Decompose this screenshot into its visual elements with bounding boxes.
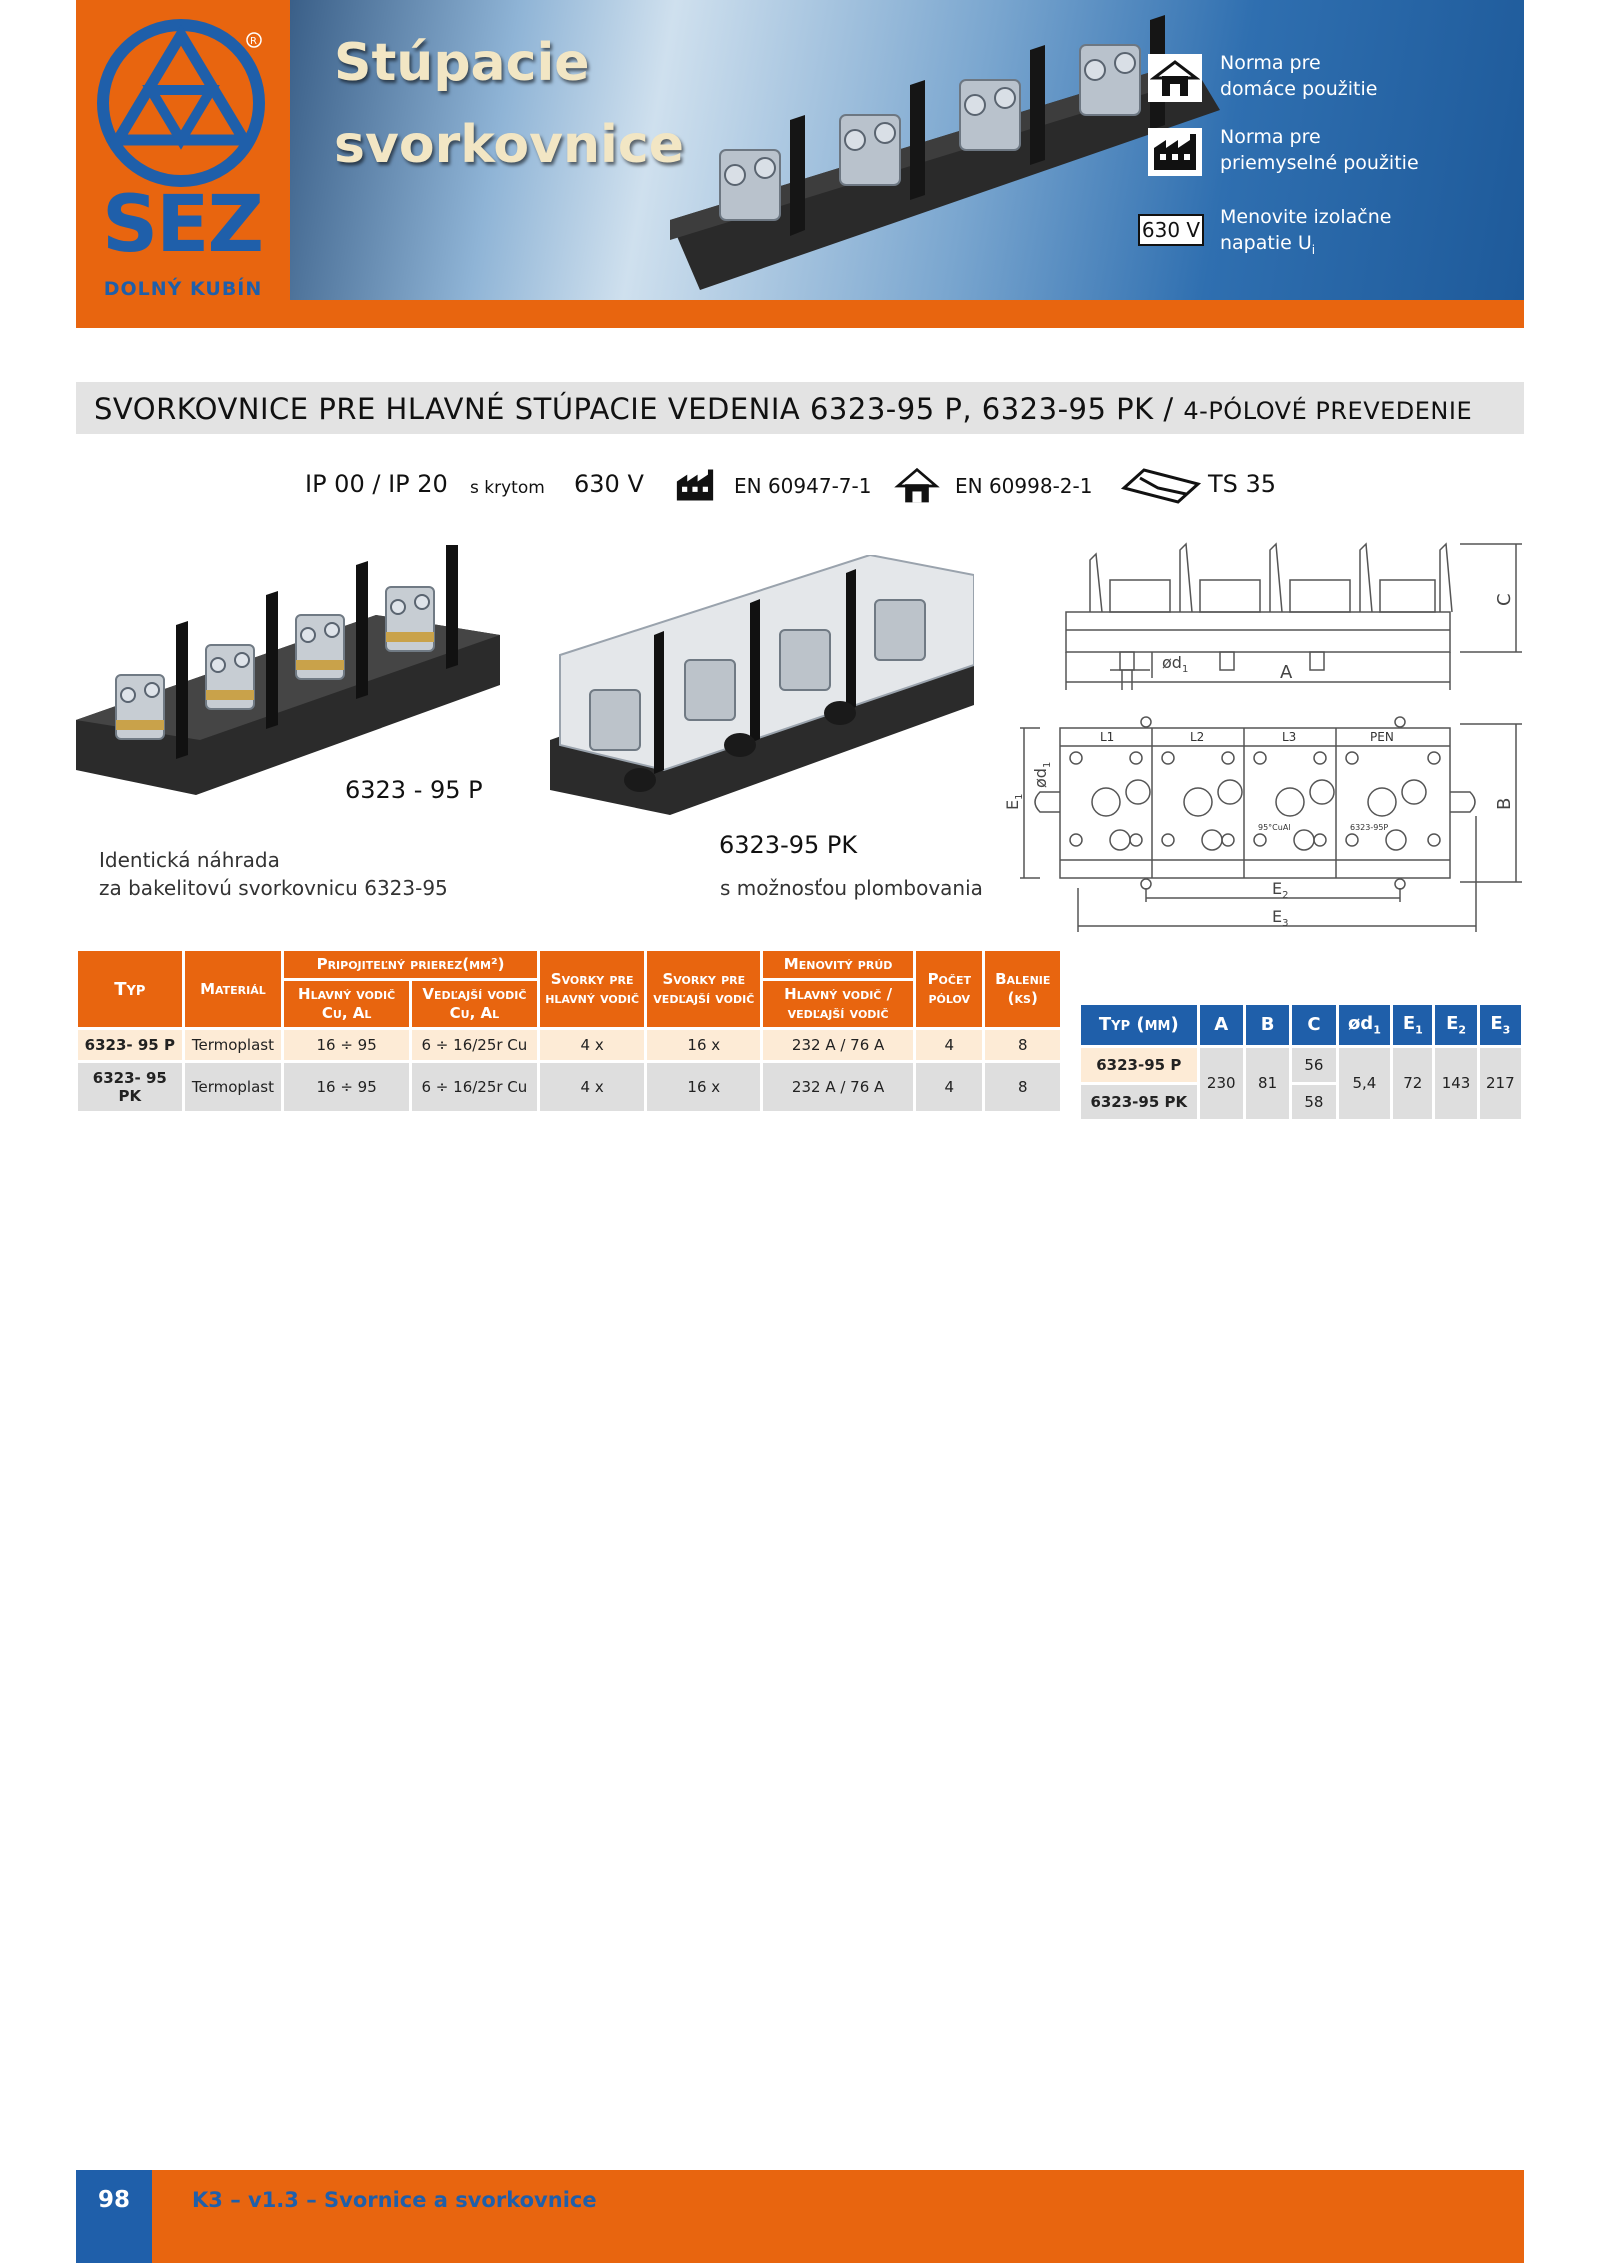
dim-th-e3-text: E [1490, 1013, 1503, 1034]
dim-label-e1-sub: 1 [1014, 793, 1025, 800]
pole-label-l3: L3 [1282, 730, 1297, 744]
th-svorky-vedlajsi: Svorky pre vedľajší vodič [647, 951, 760, 1027]
dim-th-d1-sub: 1 [1373, 1023, 1381, 1037]
cell-prud: 232 A / 76 A [763, 1030, 913, 1060]
th-hlavny-vodic: Hlavný vodič Cu, Al [284, 981, 409, 1027]
dim-cell-e3: 217 [1480, 1048, 1521, 1119]
dim-label-d1 [1162, 653, 1188, 675]
rated-voltage-line2 [1220, 230, 1391, 263]
caption-6323-95-pk: s možnosťou plombovania [720, 876, 983, 900]
dim-cell-d1: 5,4 [1339, 1048, 1391, 1119]
voltage-badge: 630 V [1138, 214, 1204, 246]
th-balenie: Balenie (ks) [985, 951, 1060, 1027]
dim-label-d1-sub: 1 [1181, 664, 1189, 675]
section-title-subtitle: 4-PÓLOVÉ PREVEDENIE [1183, 397, 1473, 425]
drawing-marking-small: 95°CuAl [1258, 823, 1291, 832]
page-number: 98 [76, 2170, 152, 2263]
house-icon [1148, 54, 1202, 102]
factory-icon [1148, 128, 1202, 176]
dim-th-typ: Typ (mm) [1081, 1005, 1197, 1045]
spec-std-home: EN 60998-2-1 [955, 474, 1093, 498]
th-prud-sub: Hlavný vodič / vedľajší vodič [763, 981, 913, 1027]
technical-drawing [1000, 540, 1524, 940]
spec-line [0, 466, 1600, 506]
dim-label-e3-text: E [1272, 907, 1283, 926]
svg-text:R: R [250, 36, 257, 47]
dim-th-e1-sub: 1 [1415, 1023, 1423, 1037]
footer-text: K3 – v1.3 – Svornice a svorkovnice [192, 2188, 597, 2212]
cell-typ: 6323- 95 P [78, 1030, 182, 1060]
pole-label-l1: L1 [1100, 730, 1115, 744]
dim-label-d1-text: ød [1162, 653, 1182, 672]
cell-poly: 4 [916, 1063, 982, 1111]
dim-th-e3-sub: 3 [1502, 1023, 1511, 1037]
norm-home [1220, 50, 1377, 102]
th-material: Materiál [185, 951, 282, 1027]
cell-balenie: 8 [985, 1063, 1060, 1111]
dim-cell-typ: 6323-95 P [1081, 1048, 1197, 1082]
norm-industry-line1: Norma pre [1220, 126, 1321, 148]
banner-title [334, 22, 684, 186]
spec-ip: IP 00 / IP 20 [305, 470, 448, 498]
footer-band [76, 2170, 1524, 2263]
logo-brand-text: SEZ [101, 180, 263, 270]
cell-svorky-v: 16 x [647, 1063, 760, 1111]
dim-label-e1-text: E [1003, 799, 1022, 810]
cell-svorky-h: 4 x [540, 1063, 645, 1111]
dim-th-d1 [1339, 1005, 1391, 1045]
dim-cell-b: 81 [1246, 1048, 1289, 1119]
banner-title-line1: Stúpacie [334, 33, 590, 93]
label-6323-95-pk: 6323-95 PK [719, 831, 858, 859]
th-menovity-prud: Menovitý prúd [763, 951, 913, 978]
dim-label-e3-sub: 3 [1282, 918, 1289, 929]
rated-voltage-line2-text: napatie U [1220, 232, 1312, 254]
dim-label-e2-text: E [1272, 879, 1283, 898]
section-title-bar [76, 382, 1524, 434]
caption-p-line2: za bakelitovú svorkovnicu 6323-95 [99, 876, 448, 900]
spec-ip-note: s krytom [470, 478, 545, 498]
photo-6323-95-pk [550, 555, 974, 815]
spec-std-industry: EN 60947-7-1 [734, 474, 872, 498]
cell-typ: 6323- 95 PK [78, 1063, 182, 1111]
cell-svorky-h: 4 x [540, 1030, 645, 1060]
factory-icon [672, 466, 718, 504]
rated-voltage-subscript: i [1311, 242, 1316, 257]
pole-label-pen: PEN [1370, 730, 1394, 744]
dim-th-b: B [1246, 1005, 1289, 1045]
dim-cell-typ: 6323-95 PK [1081, 1085, 1197, 1119]
cell-poly: 4 [916, 1030, 982, 1060]
dim-th-a: A [1200, 1005, 1243, 1045]
dim-th-e2-text: E [1446, 1013, 1459, 1034]
dim-th-e3 [1480, 1005, 1521, 1045]
dim-label-e2-sub: 2 [1282, 890, 1289, 901]
dim-label-e1 [1003, 794, 1025, 810]
cell-hlavny: 16 ÷ 95 [284, 1030, 409, 1060]
cell-svorky-v: 16 x [647, 1030, 760, 1060]
th-svorky-hlavny: Svorky pre hlavný vodič [540, 951, 645, 1027]
dim-th-d1-text: ød [1347, 1013, 1374, 1034]
table-row [1081, 1048, 1521, 1082]
dim-cell-e1: 72 [1393, 1048, 1432, 1119]
section-title [94, 392, 1472, 426]
banner [290, 0, 1524, 300]
section-title-separator: / [1153, 392, 1184, 426]
dim-label-e2 [1272, 879, 1288, 901]
th-prierez: Pripojiteľný prierez(mm²) [284, 951, 537, 978]
dim-label-d1-side-text: ød [1031, 768, 1050, 788]
dim-label-d1-side [1031, 762, 1053, 788]
rated-voltage-line1: Menovite izolačne [1220, 206, 1392, 228]
cell-material: Termoplast [185, 1030, 282, 1060]
dim-label-c: C [1494, 593, 1515, 606]
dim-label-e3 [1272, 907, 1288, 929]
norm-home-line2: domáce použitie [1220, 78, 1378, 100]
dim-th-e1-text: E [1402, 1013, 1416, 1034]
dim-th-c: C [1292, 1005, 1335, 1045]
th-pocet-polov: Počet pólov [916, 951, 982, 1027]
dim-cell-a: 230 [1200, 1048, 1243, 1119]
house-icon [894, 466, 940, 506]
norm-home-line1: Norma pre [1220, 52, 1321, 74]
norm-industry-line2: priemyselné použitie [1220, 152, 1419, 174]
cell-hlavny: 16 ÷ 95 [284, 1063, 409, 1111]
th-vedlajsi-vodic: Vedľajší vodič Cu, Al [412, 981, 537, 1027]
header-band [76, 0, 1524, 328]
dim-th-e2 [1435, 1005, 1476, 1045]
dimension-table [1078, 1002, 1524, 1122]
dim-cell-c: 56 [1292, 1048, 1335, 1082]
banner-title-line2: svorkovnice [334, 115, 684, 175]
photo-6323-95-p [76, 545, 500, 795]
dim-cell-e2: 143 [1435, 1048, 1476, 1119]
dim-th-e1 [1393, 1005, 1432, 1045]
label-6323-95-p: 6323 - 95 P [345, 776, 483, 804]
cell-vedlajsi: 6 ÷ 16/25r Cu [412, 1063, 537, 1111]
logo-location-text: DOLNÝ KUBÍN [103, 278, 263, 300]
main-spec-table [75, 948, 1063, 1114]
logo-block [76, 0, 290, 300]
section-title-main: SVORKOVNICE PRE HLAVNÉ STÚPACIE VEDENIA 6323-95 P, 6323-95 PK [94, 392, 1154, 426]
spec-voltage: 630 V [574, 470, 644, 498]
dim-label-b: B [1494, 797, 1515, 810]
caption-6323-95-p [99, 846, 448, 902]
dim-th-e2-sub: 2 [1458, 1023, 1467, 1037]
drawing-marking: 6323-95P [1350, 823, 1389, 832]
caption-p-line1: Identická náhrada [99, 848, 280, 872]
pole-label-l2: L2 [1190, 730, 1205, 744]
cell-material: Termoplast [185, 1063, 282, 1111]
banner-product-image [630, 0, 1230, 300]
table-row [78, 1030, 1060, 1060]
rated-voltage [1141, 204, 1392, 263]
spec-rail: TS 35 [1208, 470, 1277, 498]
dim-label-a: A [1280, 662, 1293, 683]
cell-prud: 232 A / 76 A [763, 1063, 913, 1111]
din-rail-icon [1120, 466, 1202, 506]
th-typ: Typ [78, 951, 182, 1027]
table-row [78, 1063, 1060, 1111]
cell-vedlajsi: 6 ÷ 16/25r Cu [412, 1030, 537, 1060]
dim-label-d1-side-sub: 1 [1042, 761, 1053, 769]
norm-industry [1220, 124, 1419, 176]
dim-cell-c: 58 [1292, 1085, 1335, 1119]
cell-balenie: 8 [985, 1030, 1060, 1060]
